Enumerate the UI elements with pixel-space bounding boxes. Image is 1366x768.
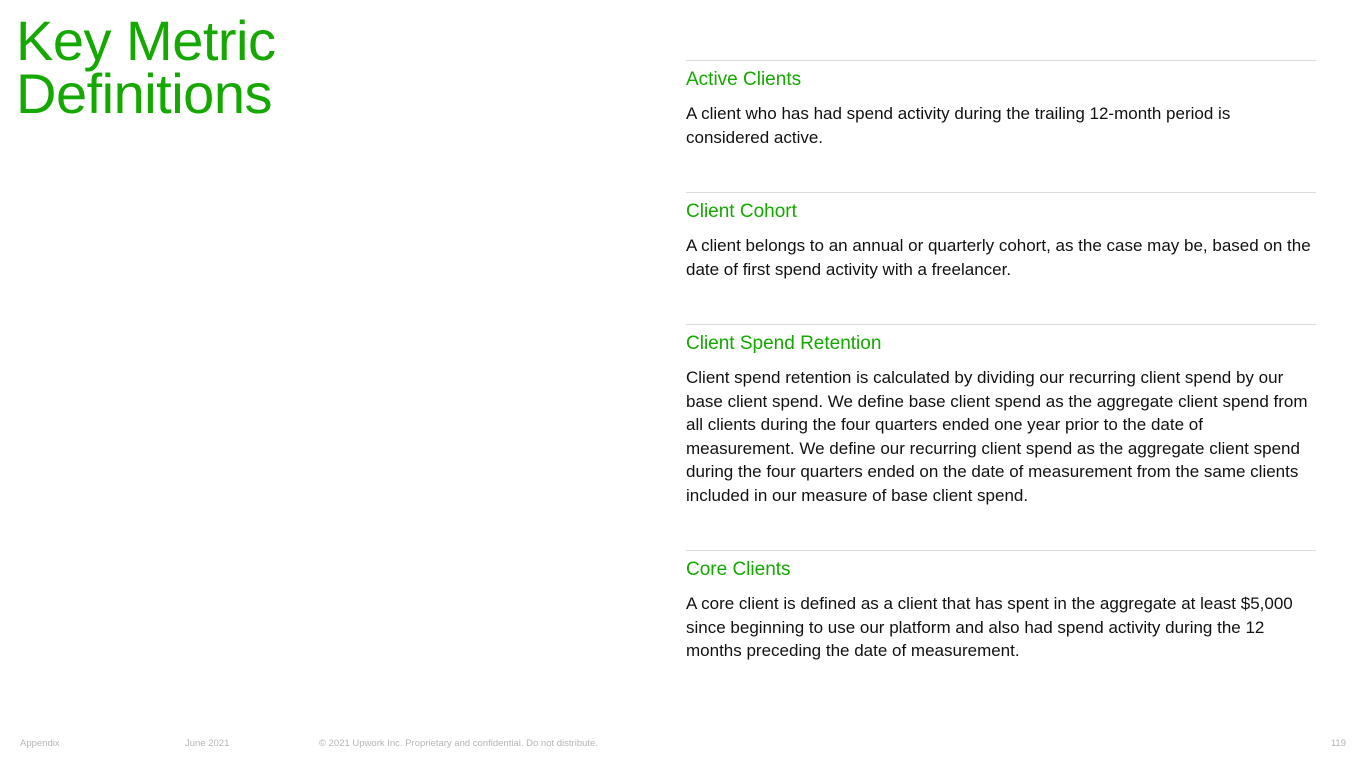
definition-active-clients bbox=[686, 60, 1316, 149]
definition-client-spend-retention bbox=[686, 324, 1316, 508]
definition-term: Client Spend Retention bbox=[686, 333, 882, 354]
definition-text: A client who has had spend activity during the trailing 12-month period is considered active. bbox=[686, 104, 1231, 147]
definition-text: A client belongs to an annual or quarterly cohort, as the case may be, based on the date of first spend activity with a freelancer. bbox=[686, 236, 1311, 279]
footer-copyright: © 2021 Upwork Inc. Proprietary and confidential. Do not distribute. bbox=[319, 738, 598, 749]
footer-section: Appendix bbox=[20, 738, 60, 749]
definition-term: Core Clients bbox=[686, 559, 791, 580]
page-title bbox=[16, 9, 276, 125]
page-title-line-2: Definitions bbox=[16, 62, 272, 125]
definition-text: Client spend retention is calculated by dividing our recurring client spend by our base client spend. We define base client spend as the aggregate client spend from all clients during the four quarters ended one year prior to the date of measurement. We define our recurring client spend as the aggregate client spend during the four quarters ended on the date of measurement from the same clients included in our measure of base client spend. bbox=[686, 368, 1308, 505]
footer-date: June 2021 bbox=[185, 738, 230, 749]
page-number: 119 bbox=[1330, 738, 1346, 749]
definition-term: Client Cohort bbox=[686, 201, 797, 222]
definition-client-cohort bbox=[686, 192, 1316, 281]
definition-core-clients bbox=[686, 550, 1316, 663]
definition-term: Active Clients bbox=[686, 69, 802, 90]
definition-text: A core client is defined as a client that has spent in the aggregate at least $5,000 since beginning to use our platform and also had spend activity during the 12 months preceding the date of measurement. bbox=[686, 594, 1293, 661]
page-title-line-1: Key Metric bbox=[16, 9, 276, 72]
